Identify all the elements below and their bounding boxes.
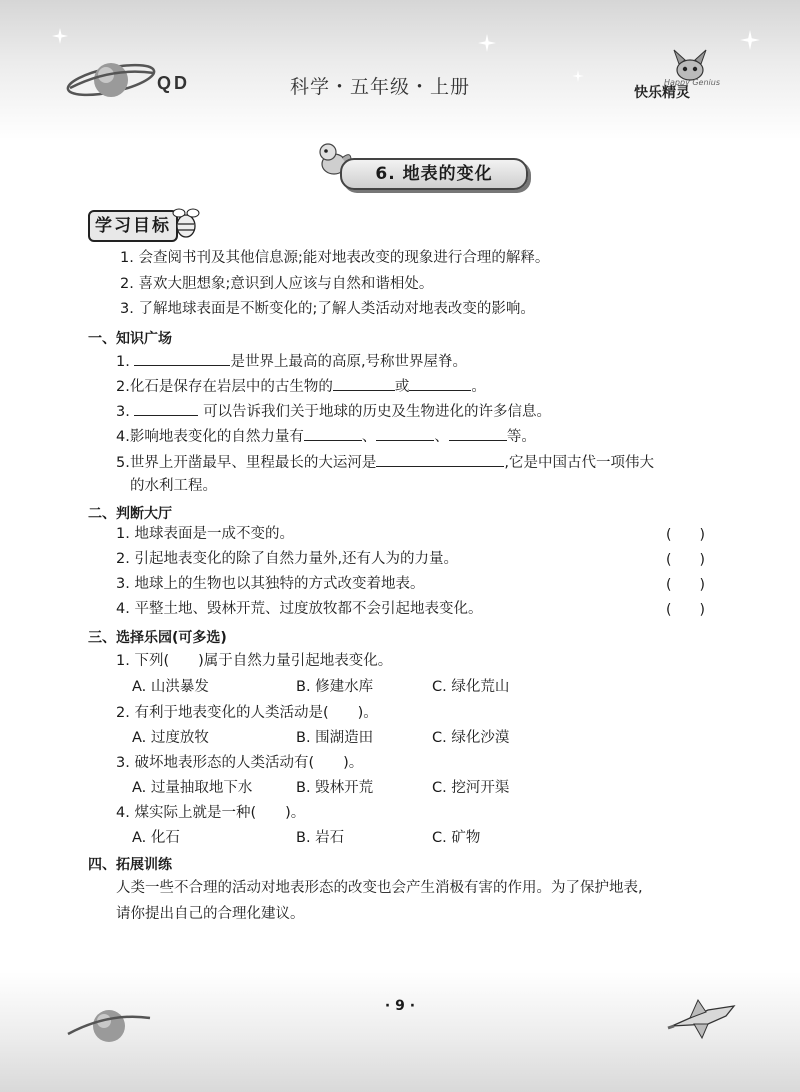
answer-blank[interactable]: [376, 451, 504, 467]
question-text: 。: [471, 379, 486, 395]
choice-option-b[interactable]: B. 岩石: [296, 830, 345, 846]
page-number: · 9 ·: [384, 998, 416, 1014]
planet-icon: [66, 55, 156, 105]
fill-question-2: [116, 375, 486, 397]
chapter-title: 6. 地表的变化: [340, 158, 528, 190]
question-text: 化石是保存在岩层中的古生物的: [129, 379, 333, 395]
question-number: 5.: [116, 455, 130, 471]
section-heading-knowledge: 一、知识广场: [88, 331, 172, 347]
question-text: 可以告诉我们关于地球的历史及生物进化的许多信息。: [203, 404, 552, 420]
judgement-item: 2. 引起地表变化的除了自然力量外,还有人为的力量。: [116, 551, 459, 567]
brand-name: 快乐精灵: [634, 85, 690, 101]
learning-goals-heading: 学习目标: [88, 210, 178, 242]
choice-question-stem: 2. 有利于地表变化的人类活动是( )。: [116, 705, 378, 721]
answer-blank[interactable]: [376, 425, 434, 441]
sparkle-icon: [52, 28, 68, 44]
separator: 、: [434, 429, 449, 445]
goal-item: 3. 了解地球表面是不断变化的;了解人类活动对地表改变的影响。: [120, 301, 535, 317]
answer-blank[interactable]: [134, 400, 198, 416]
fill-question-1: [116, 350, 467, 372]
answer-parentheses[interactable]: ( ): [666, 577, 705, 593]
series-logo: QD: [157, 73, 190, 93]
answer-blank[interactable]: [449, 425, 507, 441]
answer-blank[interactable]: [304, 425, 362, 441]
answer-blank[interactable]: [333, 375, 395, 391]
question-text: 影响地表变化的自然力量有: [129, 429, 304, 445]
question-text: 等。: [506, 429, 536, 445]
brand-logo: [632, 78, 727, 110]
fill-question-5-continued: 的水利工程。: [130, 478, 217, 494]
sparkle-icon: [740, 30, 760, 50]
answer-parentheses[interactable]: ( ): [666, 552, 705, 568]
choice-option-a[interactable]: A. 化石: [132, 830, 180, 846]
space-shuttle-icon: [668, 996, 738, 1042]
planet-icon: [66, 1002, 152, 1050]
question-text: 或: [394, 379, 410, 395]
judgement-item: 4. 平整土地、毁林开荒、过度放牧都不会引起地表变化。: [116, 601, 483, 617]
judgement-item: 3. 地球上的生物也以其独特的方式改变着地表。: [116, 576, 425, 592]
question-text: ,它是中国古代一项伟大: [504, 455, 654, 471]
choice-option-b[interactable]: B. 修建水库: [296, 679, 374, 695]
book-title: 科学・五年级・上册: [290, 76, 471, 98]
choice-option-a[interactable]: A. 过度放牧: [132, 730, 209, 746]
choice-option-c[interactable]: C. 矿物: [432, 830, 481, 846]
choice-option-c[interactable]: C. 挖河开渠: [432, 780, 510, 796]
choice-option-a[interactable]: A. 山洪暴发: [132, 679, 209, 695]
choice-option-c[interactable]: C. 绿化荒山: [432, 679, 510, 695]
question-number: 1.: [116, 354, 130, 370]
answer-parentheses[interactable]: ( ): [666, 527, 705, 543]
extension-prompt: 请你提出自己的合理化建议。: [116, 906, 305, 922]
fill-question-4: [116, 425, 536, 447]
answer-blank[interactable]: [134, 350, 230, 366]
choice-option-b[interactable]: B. 围湖造田: [296, 730, 374, 746]
section-heading-extension: 四、拓展训练: [88, 857, 172, 873]
question-text: 世界上开凿最早、里程最长的大运河是: [129, 455, 377, 471]
choice-option-a[interactable]: A. 过量抽取地下水: [132, 780, 253, 796]
section-heading-judgement: 二、判断大厅: [88, 506, 172, 522]
choice-question-stem: 1. 下列( )属于自然力量引起地表变化。: [116, 653, 393, 669]
goal-item: 2. 喜欢大胆想象;意识到人应该与自然和谐相处。: [120, 276, 434, 292]
fill-question-5: [116, 451, 654, 473]
choice-option-c[interactable]: C. 绿化沙漠: [432, 730, 510, 746]
choice-question-stem: 4. 煤实际上就是一种( )。: [116, 805, 306, 821]
brand-english: Happy Genius: [664, 78, 721, 87]
separator: 、: [361, 429, 377, 445]
choice-question-stem: 3. 破坏地表形态的人类活动有( )。: [116, 755, 364, 771]
section-heading-choice: 三、选择乐园(可多选): [88, 630, 227, 646]
question-number: 2.: [116, 379, 130, 395]
goal-item: 1. 会查阅书刊及其他信息源;能对地表改变的现象进行合理的解释。: [120, 250, 550, 266]
answer-parentheses[interactable]: ( ): [666, 602, 705, 618]
choice-option-b[interactable]: B. 毁林开荒: [296, 780, 374, 796]
question-number: 4.: [116, 429, 130, 445]
sparkle-icon: [478, 34, 496, 52]
question-text: 是世界上最高的高原,号称世界屋脊。: [230, 354, 468, 370]
question-number: 3.: [116, 404, 130, 420]
answer-blank[interactable]: [409, 375, 471, 391]
bee-mascot-icon: [170, 204, 202, 240]
fill-question-3: [116, 400, 551, 422]
sparkle-icon: [572, 70, 584, 82]
judgement-item: 1. 地球表面是一成不变的。: [116, 526, 294, 542]
extension-prompt: 人类一些不合理的活动对地表形态的改变也会产生消极有害的作用。为了保护地表,: [116, 880, 643, 896]
